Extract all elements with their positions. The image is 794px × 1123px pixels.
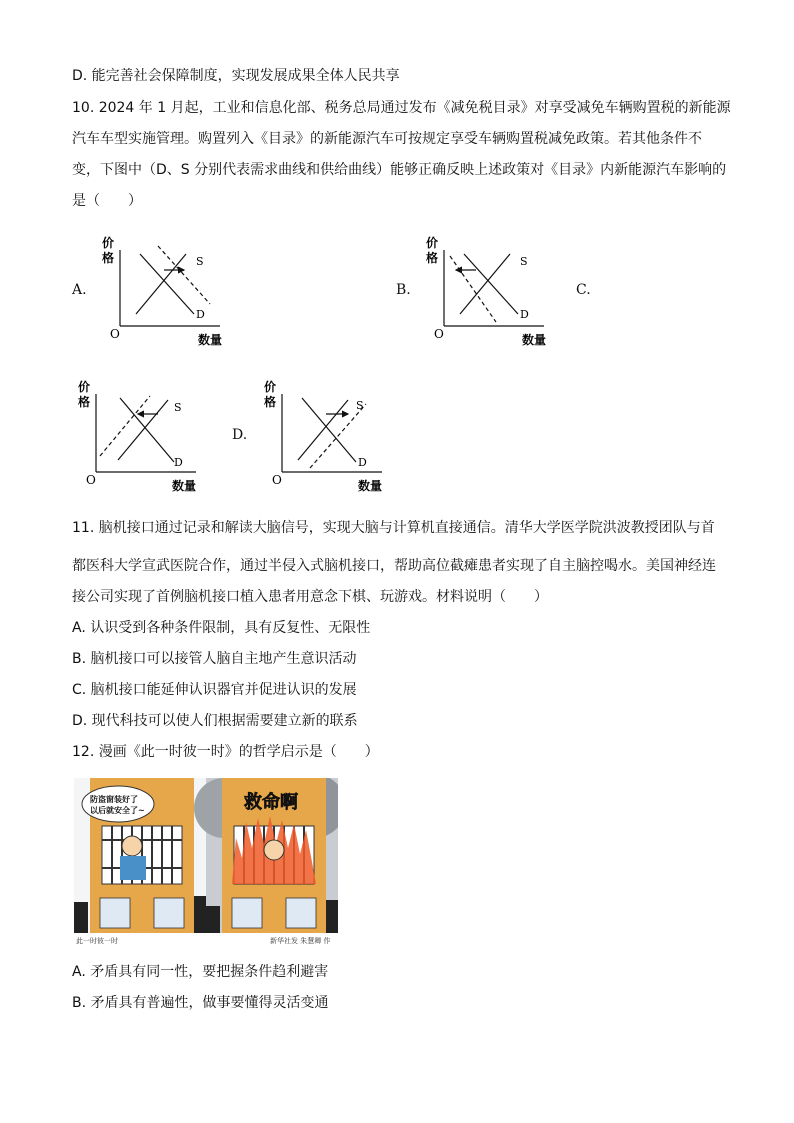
demand-curve (464, 254, 518, 314)
demand-curve (120, 398, 174, 462)
x-axis-label: 数量 (522, 333, 547, 347)
graph-option-d (258, 376, 398, 496)
q10-stem-line-2: 汽车车型实施管理。购置列入《目录》的新能源汽车可按规定享受车辆购置税减免政策。若其他条件不 (72, 131, 702, 147)
x-axis-label: 数量 (198, 333, 223, 347)
comic-illustration (74, 778, 338, 946)
q10-option-b-label: B. (396, 282, 411, 298)
q11-stem-line-1: 11. 脑机接口通过记录和解读大脑信号，实现大脑与计算机直接通信。清华大学医学院洪波教授团队与首 (72, 520, 715, 536)
q11-stem-line-3: 接公司实现了首例脑机接口植入患者用意念下棋、玩游戏。材料说明（ ） (72, 589, 548, 605)
supply-curve (118, 400, 168, 460)
x-axis-label: 数量 (358, 479, 383, 493)
comic-caption-credit: 新华社发 朱慧卿 作 (270, 937, 331, 945)
d-label: D (358, 456, 367, 469)
q10-stem-line-4: 是（ ） (72, 193, 142, 209)
origin-label: O (86, 473, 96, 487)
speech-bubble (82, 786, 154, 822)
y-axis-label-2: 格 (78, 395, 91, 409)
y-axis-label-1: 价 (102, 236, 115, 250)
origin-label: O (110, 327, 120, 341)
q10-stem-line-1: 10. 2024 年 1 月起，工业和信息化部、税务总局通过发布《减免税目录》对享受减免车辆购置税的新能源 (72, 100, 731, 116)
x-axis-label: 数量 (172, 479, 197, 493)
q11-option-d: D. 现代科技可以使人们根据需要建立新的联系 (72, 713, 358, 729)
demand-curve (302, 398, 356, 462)
comic-caption-title: 此一时彼一时 (76, 937, 118, 945)
q10-option-a-label: A. (72, 282, 87, 298)
q9-option-d: D. 能完善社会保障制度，实现发展成果全体人民共享 (72, 68, 400, 84)
q12-option-b: B. 矛盾具有普遍性，做事要懂得灵活变通 (72, 995, 329, 1011)
demand-curve-shifted (450, 256, 496, 322)
graph-option-c (72, 376, 212, 496)
q12-stem: 12. 漫画《此一时彼一时》的哲学启示是（ ） (72, 744, 379, 760)
d-label: D (520, 308, 529, 321)
q11-option-c: C. 脑机接口能延伸认识器官并促进认识的发展 (72, 682, 357, 698)
y-axis-label-2: 格 (426, 251, 439, 265)
q11-stem-line-2: 都医科大学宣武医院合作，通过半侵入式脑机接口，帮助高位截瘫患者实现了自主脑控喝水。美国神经连 (72, 558, 716, 574)
origin-label: O (272, 473, 282, 487)
q10-option-c-label: C. (576, 282, 591, 298)
y-axis-label-1: 价 (78, 380, 91, 394)
y-axis-label-2: 格 (102, 251, 115, 265)
s-label: S (174, 401, 182, 414)
supply-curve (460, 254, 510, 314)
d-label: D (196, 308, 205, 321)
q12-option-a: A. 矛盾具有同一性，要把握条件趋利避害 (72, 964, 329, 980)
q10-stem-line-3: 变，下图中（D、S 分别代表需求曲线和供给曲线）能够正确反映上述政策对《目录》内新能源汽车影响的 (72, 162, 727, 178)
supply-curve-shifted (100, 396, 150, 456)
speech-bubble-line-2: 以后就安全了~ (90, 806, 145, 815)
q11-option-b: B. 脑机接口可以接管人脑自主地产生意识活动 (72, 651, 357, 667)
s-label: S (520, 255, 528, 268)
y-axis-label-2: 格 (264, 395, 277, 409)
s-label: S (356, 399, 364, 412)
origin-label: O (434, 327, 444, 341)
q11-option-a: A. 认识受到各种条件限制，具有反复性、无限性 (72, 620, 371, 636)
supply-curve (298, 400, 348, 460)
supply-curve (140, 254, 194, 314)
graph-option-b (420, 232, 560, 352)
demand-curve (136, 254, 186, 314)
s-label: S (196, 255, 204, 268)
help-shout-text: 救命啊 (244, 792, 298, 813)
d-label: D (174, 456, 183, 469)
q10-option-d-label: D. (232, 427, 248, 443)
speech-bubble-line-1: 防盗窗装好了 (90, 795, 138, 804)
y-axis-label-1: 价 (264, 380, 277, 394)
y-axis-label-1: 价 (426, 236, 439, 250)
graph-option-a (96, 232, 236, 352)
